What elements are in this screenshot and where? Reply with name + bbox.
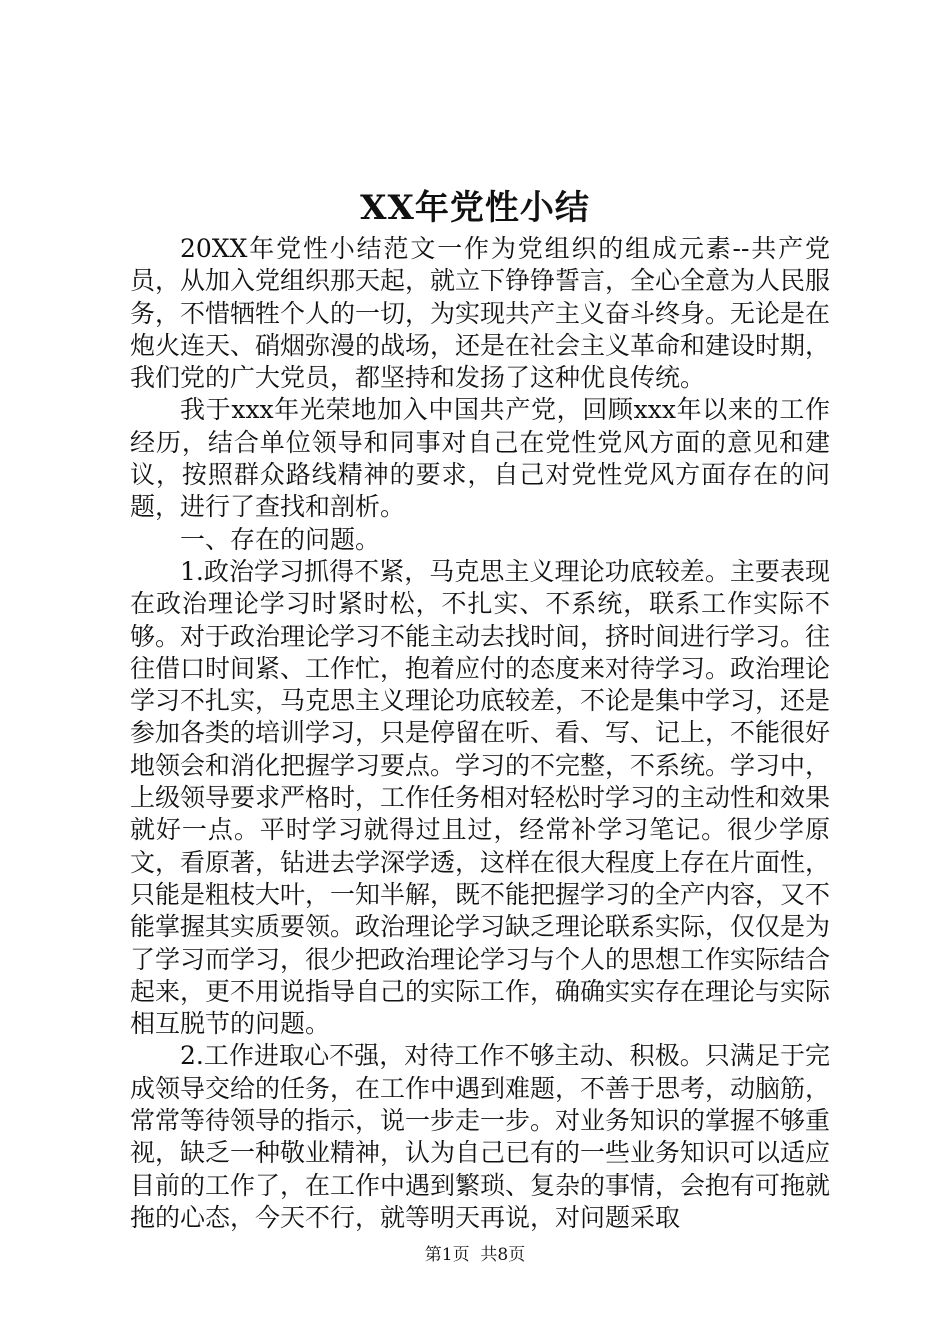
page-number-label: 第1页 共8页 (424, 1245, 526, 1265)
paragraph-intro: 20XX年党性小结范文一作为党组织的组成元素--共产党员，从加入党组织那天起，就立下铮铮誓言，全心全意为人民服务，不惜牺牲个人的一切，为实现共产主义奋斗终身。无论是在炮火连天、硝烟弥漫的战场，还是在社会主义革命和建设时期，我们党的广大党员，都坚持和发扬了这种优良传统。 (130, 234, 831, 393)
section-heading-problems: 一、存在的问题。 (180, 524, 381, 554)
paragraph-problem-1: 1.政治学习抓得不紧，马克思主义理论功底较差。主要表现在政治理论学习时紧时松，不扎实、不系统，联系工作实际不够。对于政治理论学习不能主动去找时间，挤时间进行学习。往往借口时间紧、工作忙，抱着应付的态度来对待学习。政治理论学习不扎实，马克思主义理论功底较差，不论是集中学习，还是参加各类的培训学习，只是停留在听、看、写、记上，不能很好地领会和消化把握学习要点。学习的不完整，不系统。学习中，上级领导要求严格时，工作任务相对轻松时学习的主动性和效果就好一点。平时学习就得过且过，经常补学习笔记。很少学原文，看原著，钻进去学深学透，这样在很大程度上存在片面性，只能是粗枝大叶，一知半解，既不能把握学习的全产内容，又不能掌握其实质要领。政治理论学习缺乏理论联系实际，仅仅是为了学习而学习，很少把政治理论学习与个人的思想工作实际结合起来，更不用说指导自己的实际工作，确确实实存在理论与实际相互脱节的问题。 (130, 556, 831, 1039)
document-title: XX年党性小结 (360, 188, 590, 228)
paragraph-problem-2: 2.工作进取心不强，对待工作不够主动、积极。只满足于完成领导交给的任务，在工作中遇到难题，不善于思考，动脑筋，常常等待领导的指示，说一步走一步。对业务知识的掌握不够重视，缺乏一种敬业精神，认为自己已有的一些业务知识可以适应目前的工作了，在工作中遇到繁琐、复杂的事情，会抱有可拖就拖的心态，今天不行，就等明天再说，对问题采取 (130, 1041, 831, 1232)
paragraph-background: 我于xxx年光荣地加入中国共产党，回顾xxx年以来的工作经历，结合单位领导和同事对自己在党性党风方面的意见和建议，按照群众路线精神的要求，自己对党性党风方面存在的问题，进行了查找和剖析。 (130, 395, 830, 522)
page-footer (0, 1243, 950, 1267)
document-body (130, 233, 830, 1234)
